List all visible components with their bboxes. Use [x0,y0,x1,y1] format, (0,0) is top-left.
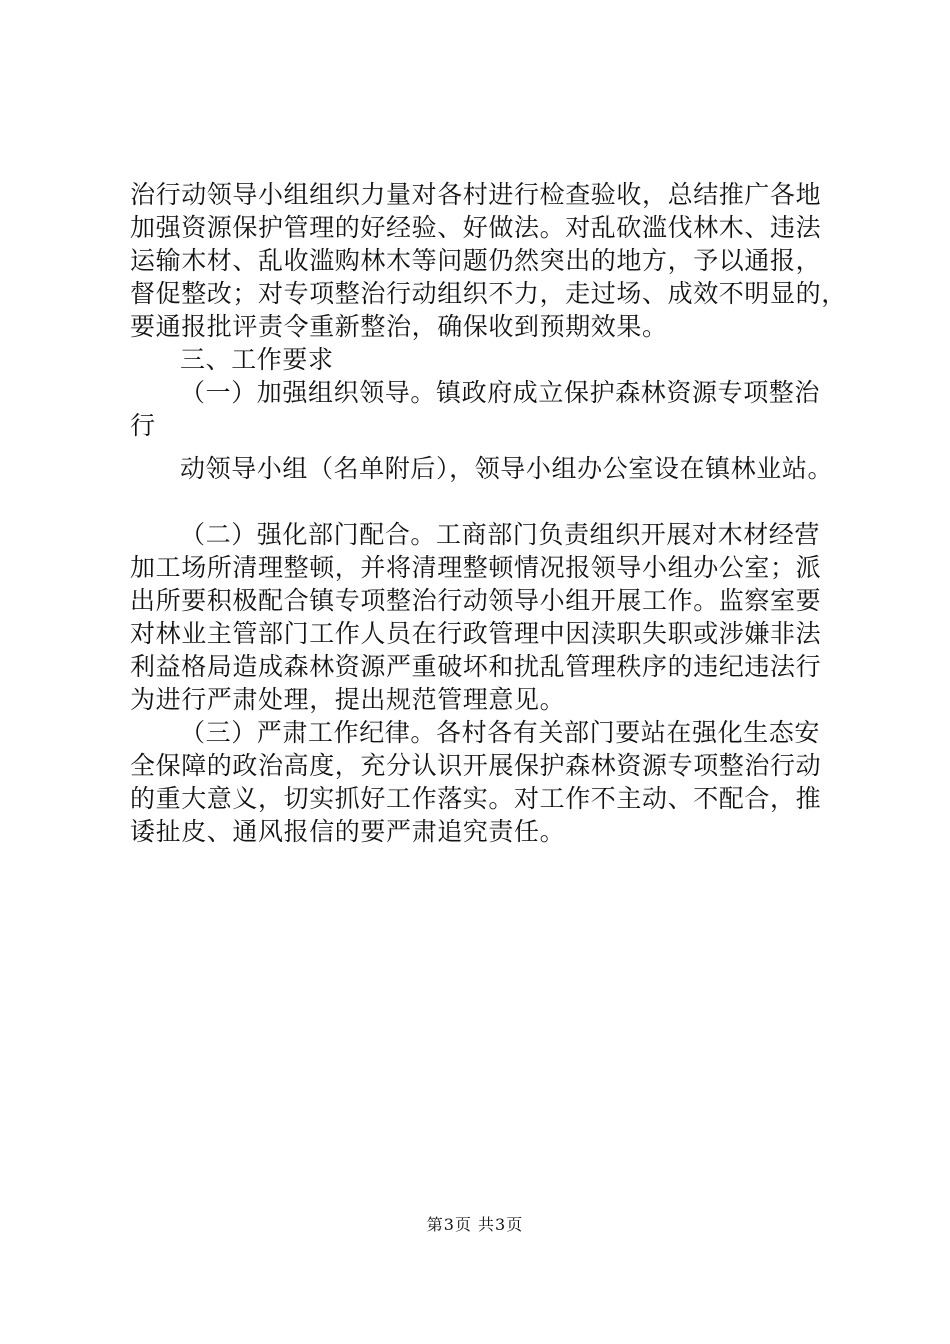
body-line: 对林业主管部门工作人员在行政管理中因渎职失职或涉嫌非法 [130,619,822,648]
body-line: 全保障的政治高度，充分认识开展保护森林资源专项整治行动 [130,751,822,780]
body-line: 出所要积极配合镇专项整治行动领导小组开展工作。监察室要 [130,586,822,615]
body-line: 的重大意义，切实抓好工作落实。对工作不主动、不配合，推 [130,784,822,813]
body-line: 加强资源保护管理的好经验、好做法。对乱砍滥伐林木、违法 [130,213,822,242]
body-line: 行 [130,411,156,440]
body-line: 治行动领导小组组织力量对各村进行检查验收，总结推广各地 [130,180,822,209]
body-line: 动领导小组（名单附后），领导小组办公室设在镇林业站。 [180,454,834,483]
body-line: 运输木材、乱收滥购林木等问题仍然突出的地方，予以通报， [130,246,822,275]
page-footer: 第3页 共3页 [426,1215,524,1234]
body-line: 为进行严肃处理，提出规范管理意见。 [130,685,566,714]
body-line: 要通报批评责令重新整治，确保收到预期效果。 [130,312,668,341]
body-line: 督促整改；对专项整治行动组织不力，走过场、成效不明显的， [130,279,847,308]
body-line: 加工场所清理整顿，并将清理整顿情况报领导小组办公室；派 [130,553,822,582]
body-line: （二）强化部门配合。工商部门负责组织开展对木材经营 [180,520,821,549]
section-heading: 三、工作要求 [180,345,334,374]
body-line: 诿扯皮、通风报信的要严肃追究责任。 [130,817,566,846]
body-line: （一）加强组织领导。镇政府成立保护森林资源专项整治 [180,378,821,407]
body-line: （三）严肃工作纪律。各村各有关部门要站在强化生态安 [180,718,821,747]
body-line: 利益格局造成森林资源严重破坏和扰乱管理秩序的违纪违法行 [130,652,822,681]
